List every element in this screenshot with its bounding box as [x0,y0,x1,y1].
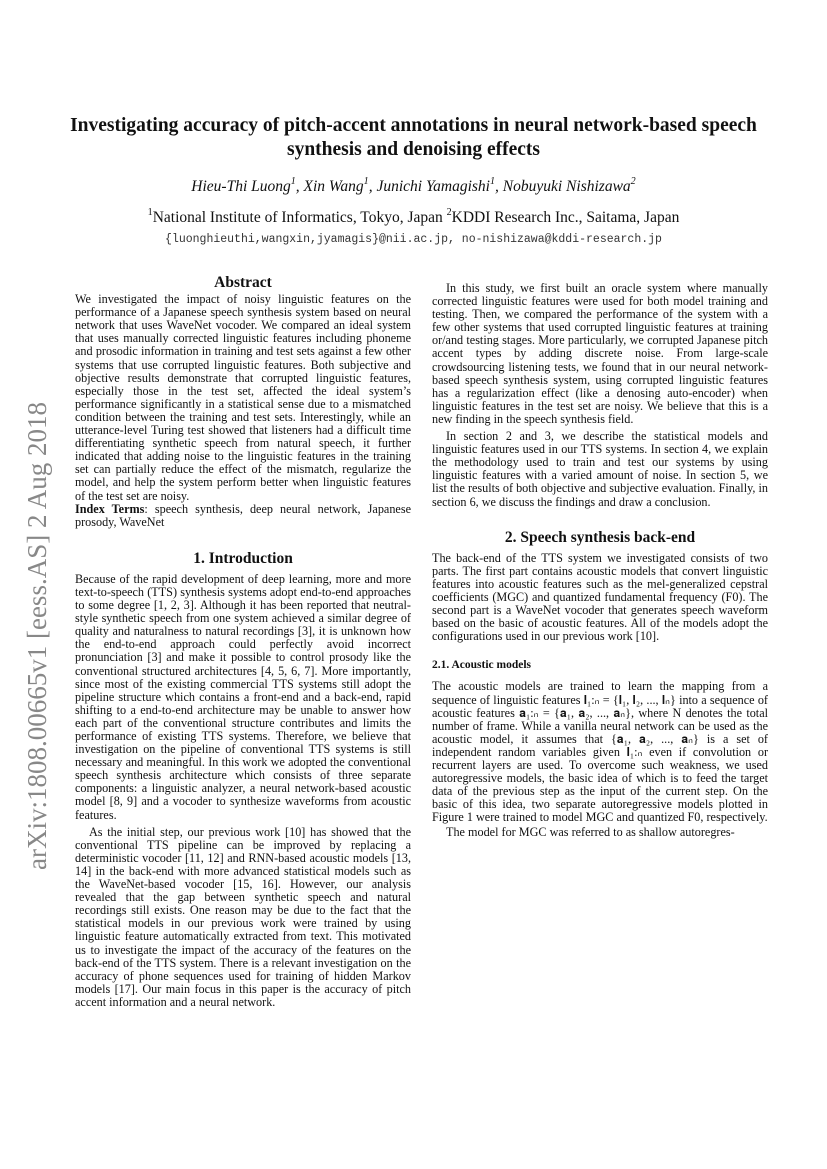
affiliation-mark: 2 [446,207,452,218]
paragraph: The acoustic models are trained to learn the mapping from a sequence of linguistic features 𝐥₁:ₙ = {𝐥₁, 𝐥₂, ..., 𝐥ₙ} into a sequence of acoustic features 𝐚₁:ₙ = {𝐚₁, 𝐚₂, ..., 𝐚ₙ}, where N denotes the total number of frame. While a vanilla neural network can be used as the acoustic model, it assumes that {𝐚₁, 𝐚₂, ..., 𝐚ₙ} is a set of independent random variables given 𝐥₁:ₙ even if convolution or recurrent layers are used. To overcome such weakness, we used autoregressive models, the basic idea of which is to feed the target data of the previous step as the input of the current step. On the basic of this idea, two separate autoregressive models plotted in Figure 1 were trained to model MGC and quantized F0, respectively. [432,679,768,825]
author: Xin Wang [303,178,364,195]
right-column [432,276,768,840]
affiliation: KDDI Research Inc., Saitama, Japan [451,209,680,226]
paragraph: In this study, we first built an oracle system where manually corrected linguistic features were used for both model training and testing. Then, we compared the performance of the system with a few other systems that used corrupted linguistic features at training or/and testing stages. More particularly, we corrupted Japanese pitch accent types by adding discrete noise. From large-scale crowdsourcing listening tests, we found that in our neural network-based speech synthesis system, using corrupted linguistic features has a regularization effect (like a denosing auto-encoder) when linguistic features in the test set are noisy. We believe that this is a new finding in the speech synthesis field. [432,281,768,426]
left-column [75,276,411,1009]
paper-title: Investigating accuracy of pitch-accent annotations in neural network-based speech synthesis and denoising effects [70,115,757,160]
affiliation-mark: 1 [290,176,296,187]
author: Hieu-Thi Luong [191,178,291,195]
index-terms-label: Index Terms [75,501,145,516]
paragraph: As the initial step, our previous work [10] has showed that the conventional TTS pipeline can be improved by replacing a deterministic vocoder [11, 12] and RNN-based acoustic models [13, 14] in the back-end with more advanced statistical models such as the WaveNet-based vocoder [15, 16]. However, our analysis revealed that the gap between synthetic speech and natural recordings still exists. One reason may be due to the fact that the statistical models in our previous work were trained by using linguistic feature automatically extracted from text. This motivated us to investigate the impact of the accuracy of the features on the back-end of the TTS system. There is a relevant investigation on the accuracy of phone sequences used for training of hidden Markov models [17]. Our main focus in this paper is the accuracy of pitch accent information and a neural network. [75,824,411,1009]
section-2-heading: 2. Speech synthesis back-end [504,528,696,546]
author: Junichi Yamagishi [376,178,490,195]
abstract-text: We investigated the impact of noisy linguistic features on the performance of a Japanese speech synthesis system based on neural network that uses WaveNet vocoder. We compared an ideal system that uses manually corrected linguistic features including phoneme and prosodic information in training and test sets against a few other systems that use corrupted linguistic features. Both subjective and objective results demonstrate that corrupted linguistic features, especially those in the test set, affected the ideal system’s performance significantly in a statistical sense due to a mismatched condition between the training and test sets. Interestingly, while an utterance-level Turing test showed that listeners had a difficult time differentiating synthetic speech from natural speech, it further indicated that adding noise to the linguistic features in the training set can partially reduce the effect of the mismatch, regularize the model, and help the system perform better when linguistic features of the test set are noisy. [75,292,411,503]
author-list: Hieu-Thi Luong$^1$, Xin Wang$^1$, Junichi Yamagishi$^1$, Nobuyuki Nishizawa$^2$ [191,176,636,195]
paragraph: The back-end of the TTS system we investigated consists of two parts. The first part contains acoustic models that convert linguistic features into acoustic features such as the mel-generalized cepstral coefficients (MGC) and quantized fundamental frequency (F0). The second part is a WaveNet vocoder that generates speech waveform based on the basic of acoustic features. All of the models adopt the configurations used in our previous work [10]. [432,550,768,644]
index-terms-value: : speech synthesis, deep neural network, Japanese prosody, WaveNet [75,501,411,529]
paragraph: Because of the rapid development of deep learning, more and more text-to-speech (TTS) synthesis systems adopt end-to-end approaches to some degree [1, 2, 3]. Although it has been reported that neutral-style synthetic speech from one system achieved a similar degree of quality and naturalness to natural recordings [3], it is unknown how the end-to-end approach could perfectly avoid incorrect pronunciation [3] and make it possible to control prosody like the conventional structured architectures [4, 5, 6, 7]. More importantly, since most of the existing commercial TTS systems still adopt the pipeline structure which contains a front-end and a back-end, rapid shifting to a end-to-end architecture may be unable to answer how each part of the conventional structure contributes and limits the performance of existing TTS systems. Therefore, we believe that investigation on the pipeline of conventional TTS systems is still necessary and meaningful. In this work we adopted the conventional speech synthesis architecture which consists of three separate components: a linguistic analyzer, a neural network-based acoustic model [8, 9] and a vocoder to synthesize waveforms from acoustic features. [75,571,411,822]
paragraph: The model for MGC was referred to as shallow autoregres- [446,825,735,840]
paragraph: In section 2 and 3, we describe the statistical models and linguistic features used in our TTS systems. In section 4, we explain the methodology used to train and test our systems by using linguistic features with a varied amount of noise. In section 5, we list the results of both objective and subjective evaluation. Finally, in section 6, we discuss the findings and draw a conclusion. [432,429,768,509]
introduction-heading: 1. Introduction [193,549,293,567]
abstract-heading: Abstract [214,274,272,291]
affiliation-mark: 1 [363,176,369,187]
affiliation-mark: 1 [147,207,153,218]
author: Nobuyuki Nishizawa [502,178,631,195]
affiliation-mark: 1 [490,176,496,187]
index-terms [75,503,411,529]
section-2-1-heading: 2.1. Acoustic models [432,659,532,672]
arxiv-identifier: arXiv:1808.00665v1 [eess.AS] 2 Aug 2018 [22,402,52,870]
affiliation: National Institute of Informatics, Tokyo, Japan [152,209,447,226]
affiliation-mark: 2 [630,176,636,187]
author-emails: {luonghieuthi,wangxin,jyamagis}@nii.ac.jp, no-nishizawa@kddi-research.jp [165,233,662,246]
affiliations [60,209,767,227]
